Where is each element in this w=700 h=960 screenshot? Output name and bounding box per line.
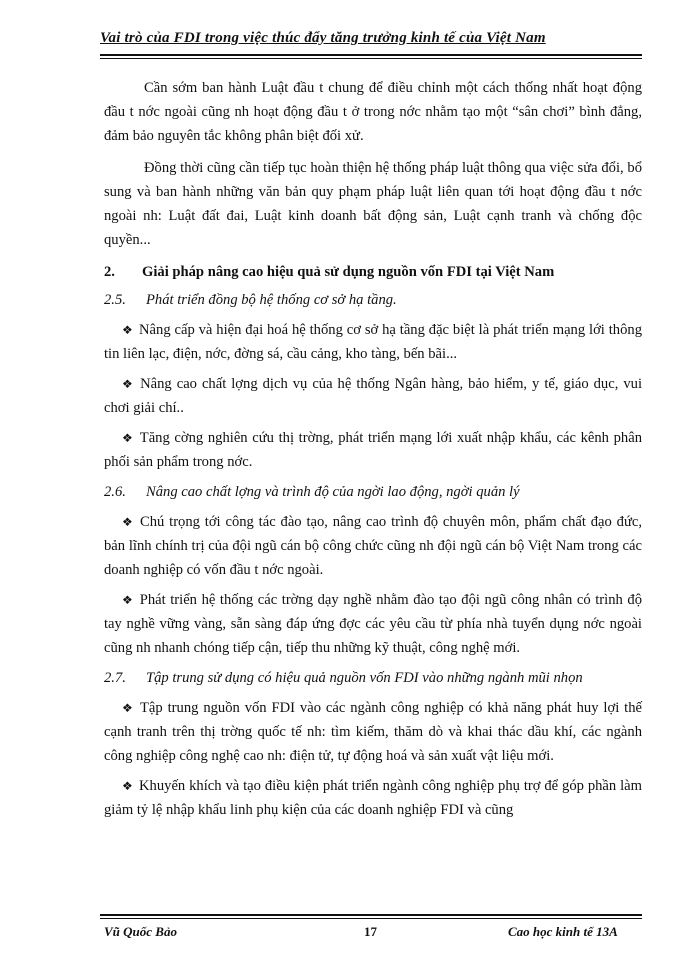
bullet-item — [104, 774, 642, 822]
header-title: Vai trò của FDI trong việc thúc đẩy tăng trưởng kinh tế của Việt Nam — [100, 30, 546, 46]
paragraph-investment-law: Cần sớm ban hành Luật đầu t chung để điều chỉnh một cách thống nhất hoạt động đầu t nớc ngoài cũng nh hoạt động đầu t ở trong nớc nhằm tạo một “sân chơi” bình đẳng, đảm bảo nguyên tắc không phân biệt đối xử. — [104, 80, 642, 144]
footer-rule-thin — [100, 918, 642, 919]
bullet-item — [104, 426, 642, 474]
footer-class: Cao học kinh tế 13A — [508, 924, 618, 939]
bullet-item — [104, 372, 642, 420]
section-number: 2. — [104, 264, 115, 280]
subsection-number: 2.5. — [104, 292, 126, 308]
section-heading-2 — [104, 260, 642, 284]
subsection-title: Nâng cao chất lợng và trình độ của ngời lao động, ngời quản lý — [146, 484, 520, 500]
diamond-bullet-icon: ❖ — [122, 377, 135, 391]
footer-rule — [100, 914, 642, 916]
footer-author: Vũ Quốc Bảo — [104, 924, 177, 939]
bullet-text: Nâng cấp và hiện đại hoá hệ thống cơ sở hạ tầng đặc biệt là phát triển mạng lới thông tin liên lạc, điện, nớc, đờng sá, cầu cảng, kho tàng, bến bãi... — [104, 322, 642, 362]
diamond-bullet-icon: ❖ — [122, 701, 135, 715]
subsection-title: Phát triển đồng bộ hệ thống cơ sở hạ tầng. — [146, 292, 397, 308]
bullet-item — [104, 318, 642, 366]
subsection-number: 2.7. — [104, 670, 126, 686]
bullet-item — [104, 510, 642, 582]
bullet-text: Tập trung nguồn vốn FDI vào các ngành công nghiệp có khả năng phát huy lợi thế cạnh tranh trên thị trờng quốc tế nh: tìm kiếm, thăm dò và khai thác dầu khí, các ngành công nghiệp công nghệ cao nh: điện tử, tự động hoá và sản xuất vật liệu mới. — [104, 700, 642, 764]
subsection-heading-2-6 — [104, 480, 642, 504]
bullet-text: Phát triển hệ thống các trờng dạy nghề nhằm đào tạo đội ngũ công nhân có trình độ tay nghề vững vàng, sẵn sàng đáp ứng đợc các yêu cầu từ phía nhà tuyển dụng nớc ngoài cũng nh nhanh chóng tiếp cận, tiếp thu những kỹ thuật, công nghệ mới. — [104, 592, 642, 656]
diamond-bullet-icon: ❖ — [122, 779, 134, 793]
header-rule — [100, 54, 642, 56]
bullet-text: Khuyến khích và tạo điều kiện phát triển ngành công nghiệp phụ trợ để góp phần làm giảm tỷ lệ nhập khẩu linh phụ kiện của các doanh nghiệp FDI và cũng — [104, 778, 642, 818]
page-body — [104, 76, 642, 828]
subsection-title: Tập trung sử dụng có hiệu quả nguồn vốn FDI vào những ngành mũi nhọn — [146, 670, 583, 686]
footer-page-number: 17 — [364, 924, 377, 939]
subsection-heading-2-5 — [104, 288, 642, 312]
paragraph-legal-system: Đồng thời cũng cần tiếp tục hoàn thiện hệ thống pháp luật thông qua việc sửa đổi, bổ sung và ban hành những văn bản quy phạm pháp luật liên quan tới hoạt động đầu t nớc ngoài nh: Luật đất đai, Luật kinh doanh bất động sản, Luật cạnh tranh và chống độc quyền... — [104, 160, 642, 248]
diamond-bullet-icon: ❖ — [122, 593, 134, 607]
bullet-text: Tăng cờng nghiên cứu thị trờng, phát triển mạng lới xuất nhập khẩu, các kênh phân phối sản phẩm trong nớc. — [104, 430, 642, 470]
subsection-number: 2.6. — [104, 484, 126, 500]
diamond-bullet-icon: ❖ — [122, 431, 134, 445]
bullet-text: Nâng cao chất lợng dịch vụ của hệ thống Ngân hàng, bảo hiểm, y tế, giáo dục, vui chơi giải chí.. — [104, 376, 642, 416]
bullet-item — [104, 696, 642, 768]
bullet-item — [104, 588, 642, 660]
subsection-heading-2-7 — [104, 666, 642, 690]
diamond-bullet-icon: ❖ — [122, 515, 134, 529]
diamond-bullet-icon: ❖ — [122, 323, 133, 337]
bullet-text: Chú trọng tới công tác đào tạo, nâng cao trình độ chuyên môn, phẩm chất đạo đức, bản lĩnh chính trị của đội ngũ cán bộ công chức cũng nh đội ngũ cán bộ Việt Nam trong các doanh nghiệp có vốn đầu t nớc ngoài. — [104, 514, 643, 578]
section-title: Giải pháp nâng cao hiệu quả sử dụng nguồn vốn FDI tại Việt Nam — [142, 264, 555, 280]
header-rule-thin — [100, 58, 642, 59]
